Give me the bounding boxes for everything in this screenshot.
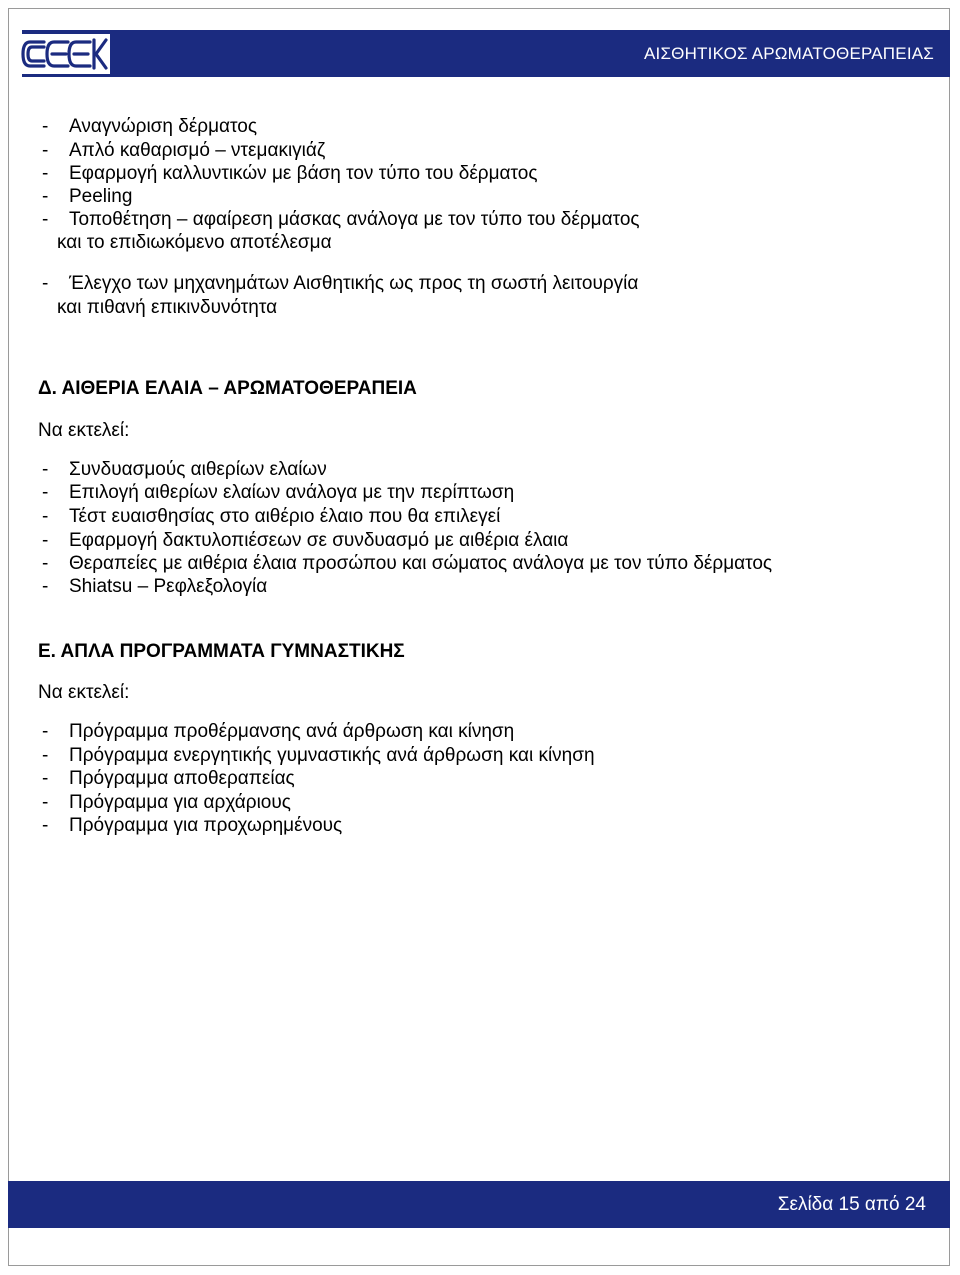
list-dash: - — [42, 209, 49, 230]
list-dash: - — [42, 553, 49, 574]
list-dash: - — [42, 792, 49, 813]
list-item-text: Εφαρμογή δακτυλοπιέσεων σε συνδυασμό με αιθέρια έλαια — [69, 530, 569, 551]
list-item-text: Επιλογή αιθερίων ελαίων ανάλογα με την περίπτωση — [69, 482, 515, 503]
section-heading: Δ. ΑΙΘΕΡΙΑ ΕΛΑΙΑ – ΑΡΩΜΑΤΟΘΕΡΑΠΕΙΑ — [38, 378, 417, 399]
list-item-text: Έλεγχο των μηχανημάτων Αισθητικής ως προς τη σωστή λειτουργία — [69, 273, 639, 294]
list-item-text: Πρόγραμμα για προχωρημένους — [69, 815, 343, 836]
list-dash: - — [42, 459, 49, 480]
list-item-text: Peeling — [69, 186, 133, 207]
list-dash: - — [42, 745, 49, 766]
list-item-text: Συνδυασμούς αιθερίων ελαίων — [69, 459, 327, 480]
list-item-text: Απλό καθαρισμό – ντεμακιγιάζ — [69, 140, 326, 161]
list-dash: - — [42, 273, 49, 294]
page-frame — [8, 8, 950, 1266]
list-dash: - — [42, 163, 49, 184]
section-instruction: Να εκτελεί: — [38, 682, 130, 703]
page-number: Σελίδα 15 από 24 — [777, 1194, 926, 1215]
list-item-text: Πρόγραμμα για αρχάριους — [69, 792, 291, 813]
ceek-logo — [18, 34, 110, 74]
header-title: ΑΙΣΘΗΤΙΚΟΣ ΑΡΩΜΑΤΟΘΕΡΑΠΕΙΑΣ — [643, 44, 934, 63]
list-item-text: Πρόγραμμα ενεργητικής γυμναστικής ανά άρθρωση και κίνηση — [69, 745, 595, 766]
list-dash: - — [42, 576, 49, 597]
list-item-text: Shiatsu – Ρεφλεξολογία — [69, 576, 268, 597]
list-dash: - — [42, 482, 49, 503]
list-item-text: Θεραπείες με αιθέρια έλαια προσώπου και σώματος ανάλογα με τον τύπο δέρματος — [69, 553, 773, 574]
list-dash: - — [42, 116, 49, 137]
list-item-text: Πρόγραμμα αποθεραπείας — [69, 768, 295, 789]
list-item-continuation: και το επιδιωκόμενο αποτέλεσμα — [57, 232, 332, 253]
section-instruction: Να εκτελεί: — [38, 420, 130, 441]
list-item-text: Εφαρμογή καλλυντικών με βάση τον τύπο του δέρματος — [69, 163, 538, 184]
list-dash: - — [42, 186, 49, 207]
list-item-continuation: και πιθανή επικινδυνότητα — [57, 297, 278, 318]
list-dash: - — [42, 768, 49, 789]
list-item-text: Πρόγραμμα προθέρμανσης ανά άρθρωση και κίνηση — [69, 721, 515, 742]
list-dash: - — [42, 721, 49, 742]
list-dash: - — [42, 815, 49, 836]
section-heading: Ε. ΑΠΛΑ ΠΡΟΓΡΑΜΜΑΤΑ ΓΥΜΝΑΣΤΙΚΗΣ — [38, 641, 405, 662]
list-item-text: Αναγνώριση δέρματος — [69, 116, 257, 137]
list-dash: - — [42, 140, 49, 161]
list-dash: - — [42, 506, 49, 527]
list-item-text: Τέστ ευαισθησίας στο αιθέριο έλαιο που θα επιλεγεί — [69, 506, 501, 527]
list-dash: - — [42, 530, 49, 551]
list-item-text: Τοποθέτηση – αφαίρεση μάσκας ανάλογα με τον τύπο του δέρματος — [69, 209, 640, 230]
